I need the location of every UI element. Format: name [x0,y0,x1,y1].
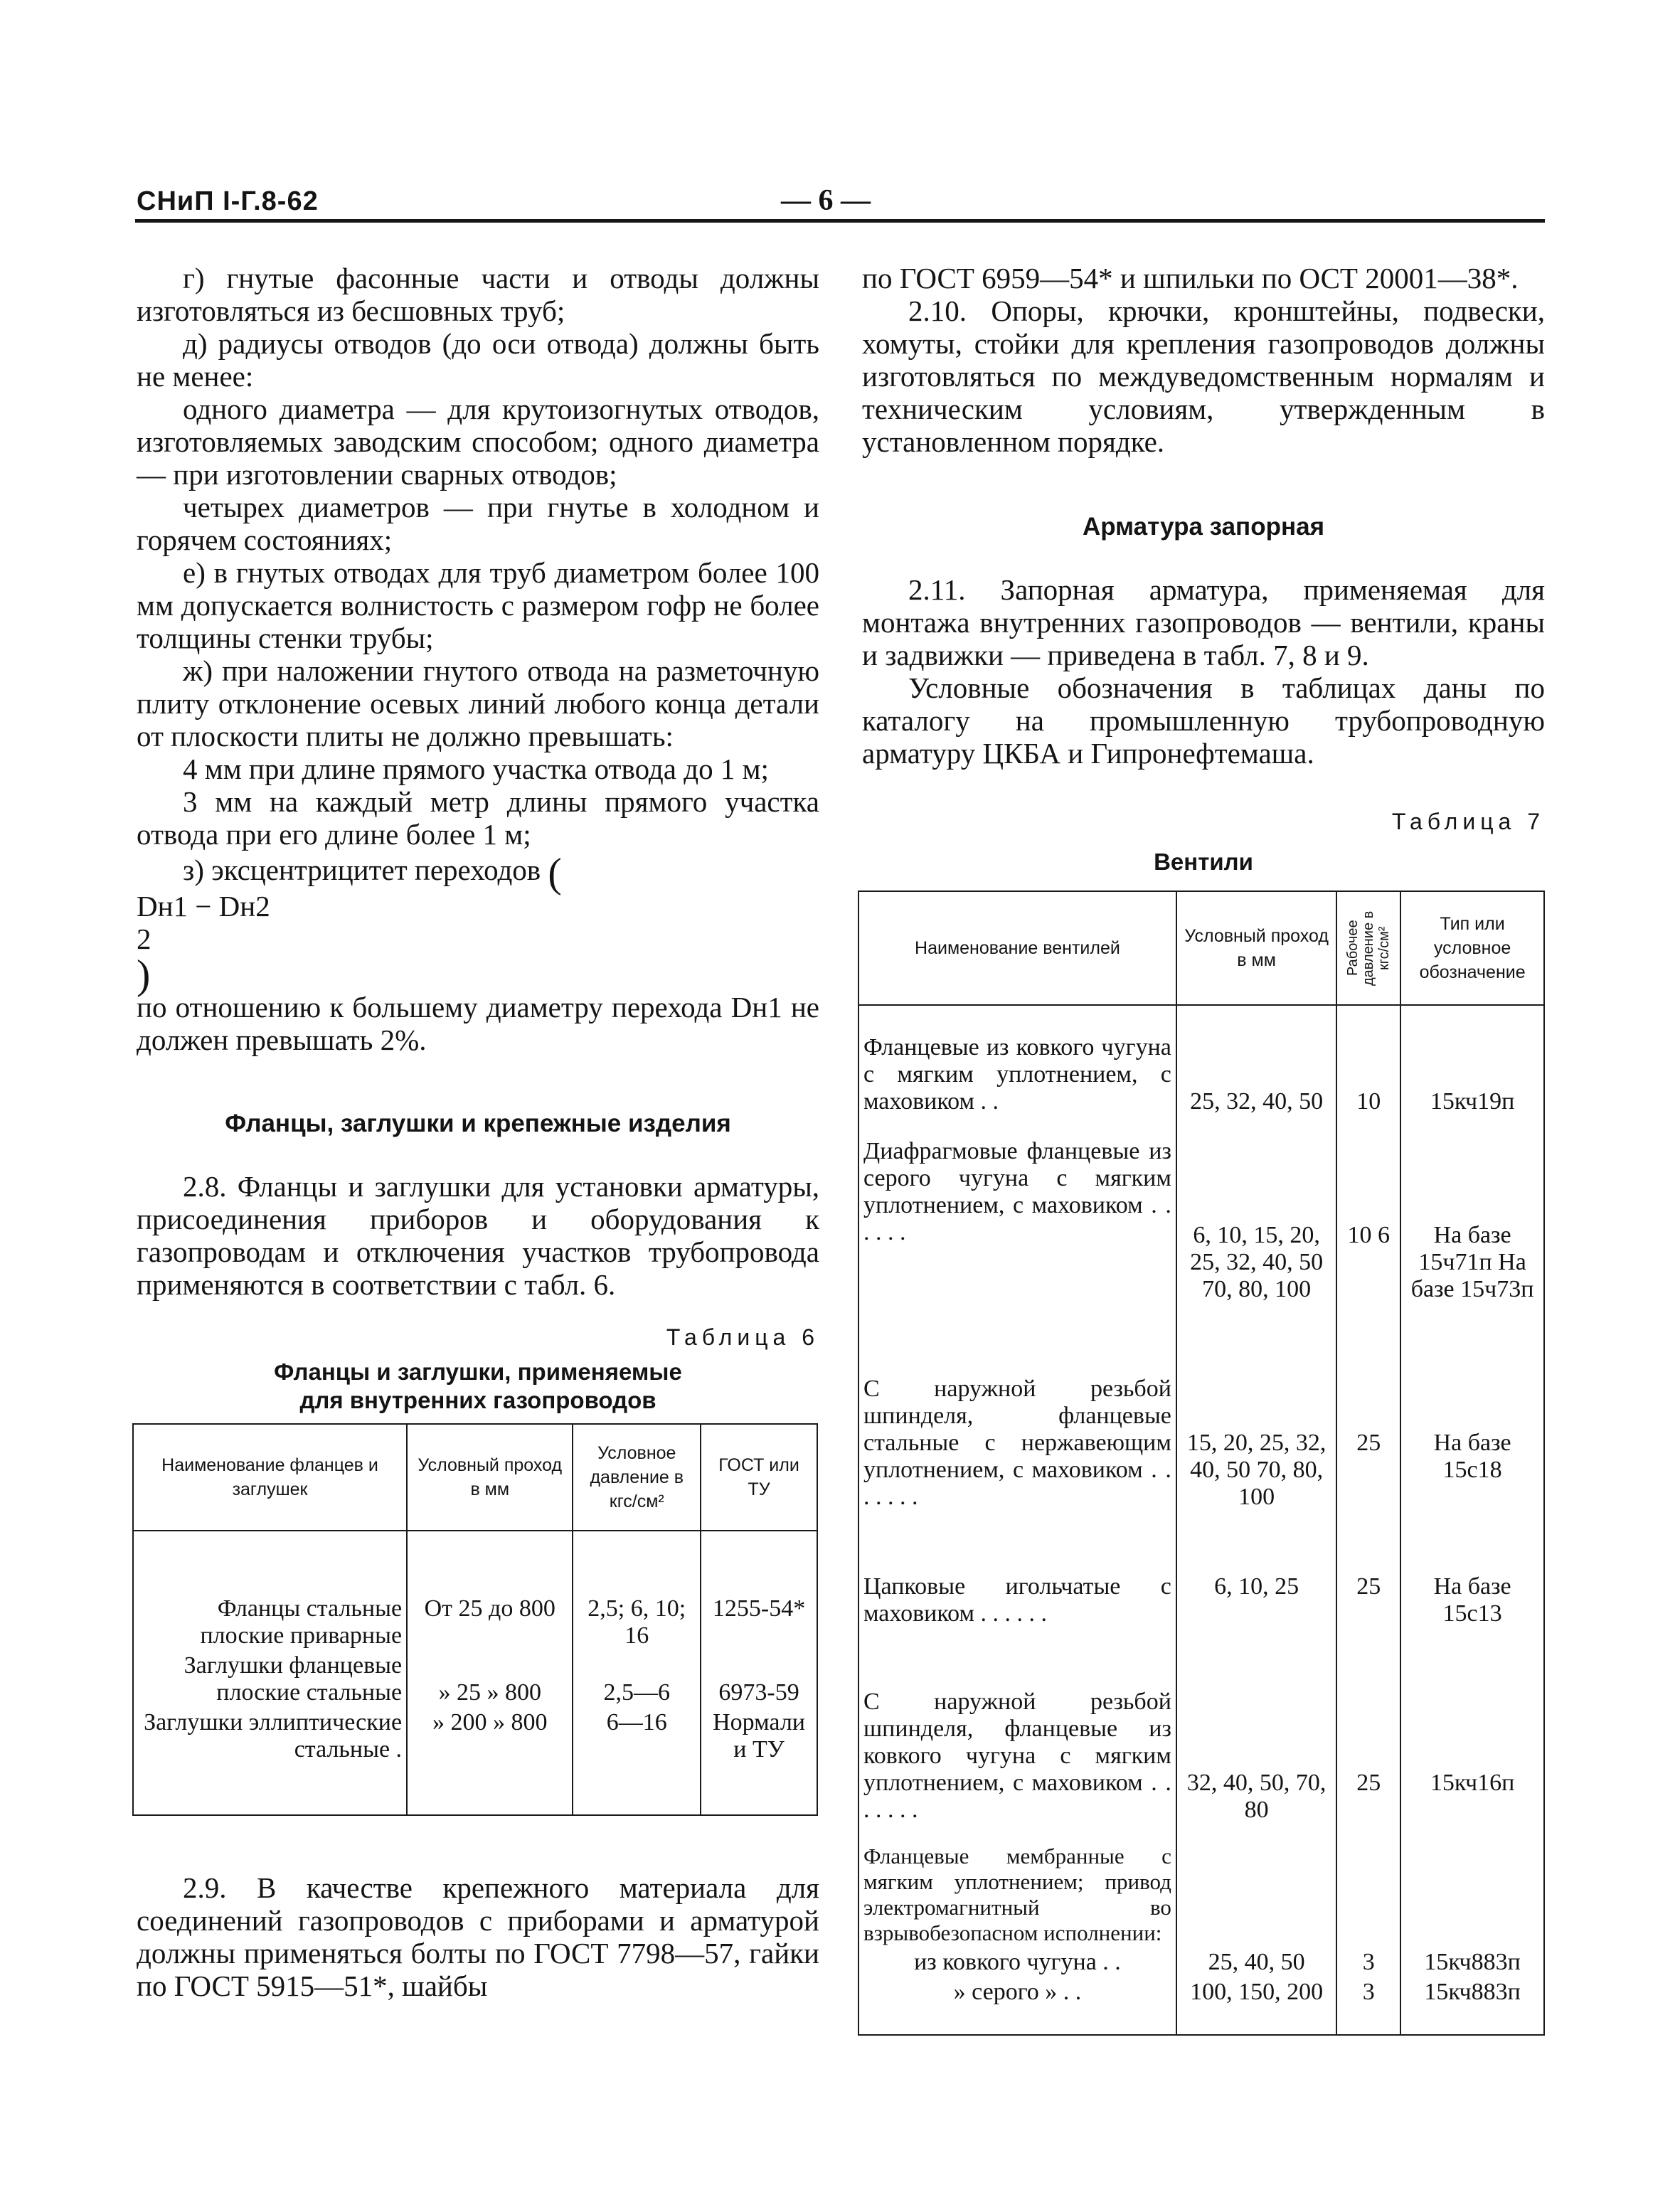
item-z: з) эксцентрицитет переходов ( [183,849,562,896]
table6-bottom-rule [132,1814,818,1816]
table-row [858,1304,1544,1512]
item-zh1: 4 мм при длине прямого участка отвода до 1 м; [183,753,769,785]
table7-cell: Диафрагмовые фланцевые из серого чугуна с мягким уплотнением, с маховиком . . . . . . [858,1117,1176,1304]
right-column [862,262,1545,2036]
fraction-numerator: Dн1 − Dн2 [137,889,270,923]
table6-title [137,1358,819,1415]
table6 [132,1423,818,1814]
table6-label: Таблица 6 [666,1324,819,1351]
table6-header-name: Наименование фланцев и заглушек [133,1424,407,1531]
section-title-valves: Арматура запорная [1082,513,1324,541]
left-column: г) гнутые фасонные части и отводы должны изготовляться из бесшовных труб; д) радиусы отводов (до оси отвода) должны быть не менее: одного диаметра — для крутоизогнутых отводов, изготовляемых заводским способом; одного диаметра — при изготовлении сварных отводов; четырех диаметров — при гнутье в холодном и горячем состояниях; е) в гнутых отводах для труб диаметром более 100 мм допускается волнистость с размером гофр не более толщины стенки трубы; ж) при наложении гнутого отвода на разметочную плиту отклонение осевых линий любого конца детали от плоскости плиты не должно превышать: 4 мм при длине прямого участка отвода до 1 м; 3 мм на каждый метр длины прямого участка отвода при его длине более 1 м; з) эксцентрицитет переходов ( Dн1 − Dн2 2 ) по отношению к большему диаметру перехода Dн1 не должен превышать 2%. Фланцы, заглушки и крепежные изделия 2.8. Фланцы и заглушки для установки арматуры, присоединения приборов и оборудования к газопроводам и отключения участков трубопровода применяются в соответствии с табл. 6. Таблица 6 Фланцы и заглушки, применяемые для внутренних газопроводов Наименование фланцев и заглушек Условный проход в мм Условное давление в кгс/см² ГОСТ или ТУ Фланцы стальные плоские приварные От 25 до 800 2,5; 6, 10; 16 1255-54* Заглушки фланцевые плоские стальные » 25 » 800 2,5—6 6973-59 Заглушки эллиптические стальные . » 200 » 800 6—16 Нормали и ТУ 2.9. В качестве крепежного материала для соединений газопроводов с приборами и арматурой должны применяться болты по ГОСТ 7798—57, гайки по ГОСТ 5915—51*, шайбы [137,262,819,2002]
table6-cell: Заглушки эллиптические стальные . [133,1708,407,1814]
table6-cell: 1255-54* [701,1531,817,1651]
table7-header-type: Тип или условное обозначение [1400,891,1544,1005]
item-zh2: 3 мм на каждый метр длины прямого участка отвода при его длине более 1 м; [137,785,819,851]
table-row [858,1117,1544,1304]
table7-cell: На базе 15с18 [1400,1304,1544,1512]
table7-cell: На базе 15с13 [1400,1512,1544,1629]
table7-cell: 10 [1336,1005,1400,1117]
table7-cell: 3 [1336,1947,1400,1977]
table7-header-name: Наименование вентилей [858,891,1176,1005]
table7 [858,891,1545,2034]
table7-cell: Фланцевые мембранные с мягким уплотнением; привод электромагнитный во взрывобезопасном исполнении: [858,1825,1176,1947]
table6-cell: 2,5; 6, 10; 16 [573,1531,701,1651]
table6-cell: 6973-59 [701,1651,817,1708]
table6-title-line2: для внутренних газопроводов [299,1387,656,1414]
table6-cell: Фланцы стальные плоские приварные [133,1531,407,1651]
item-d: д) радиусы отводов (до оси отвода) должны быть не менее: [137,327,819,393]
table6-cell: » 200 » 800 [407,1708,573,1814]
item-zh: ж) при наложении гнутого отвода на разметочную плиту отклонение осевых линий любого конца детали от плоскости плиты не должно превышать: [137,654,819,753]
table7-cell: Фланцевые из ковкого чугуна с мягким уплотнением, с маховиком . . [858,1005,1176,1117]
table7-header-pressure: Рабочее давление в кгс/см² [1336,891,1400,1005]
table7-cell: 25 [1336,1629,1400,1825]
table7-cell: 15кч16п [1400,1629,1544,1825]
table-row [858,1977,1544,2034]
fraction-denominator: 2 [137,922,151,955]
table7-label: Таблица 7 [1391,809,1545,834]
table7-title: Вентили [1154,849,1253,875]
table7-cell: На базе 15ч71п На базе 15ч73п [1400,1117,1544,1304]
item-z-tail: по отношению к большему диаметру перехода Dн1 не должен превышать 2%. [137,991,819,1057]
table7-cell: » серого » . . [858,1977,1176,2034]
table7-cell: 25, 40, 50 [1176,1947,1336,1977]
item-z-lead: з) эксцентрицитет переходов [183,854,541,886]
document-code: СНиП I-Г.8-62 [137,186,319,216]
paragraph-2-8: 2.8. Фланцы и заглушки для установки арматуры, присоединения приборов и оборудования к газопроводам и отключения участков трубопровода применяются в соответствии с табл. 6. [137,1170,819,1302]
header-rule [135,219,1545,223]
table-row [858,1947,1544,1977]
table-row [858,1005,1544,1117]
item-d2: четырех диаметров — при гнутье в холодном и горячем состояниях; [137,491,819,556]
table7-cell: 100, 150, 200 [1176,1977,1336,2034]
table7-cell [1400,1825,1544,1947]
table6-cell: 2,5—6 [573,1651,701,1708]
table7-cell: С наружной резьбой шпинделя, фланцевые из ковкого чугуна с мягким уплотнением, с маховиком . . . . . . . [858,1629,1176,1825]
table-row [133,1531,817,1651]
table6-header-passage: Условный проход в мм [407,1424,573,1531]
table7-cell [1336,1825,1400,1947]
table-row [133,1651,817,1708]
item-g: г) гнутые фасонные части и отводы должны изготовляться из бесшовных труб; [137,262,819,327]
table7-cell: 15кч19п [1400,1005,1544,1117]
table7-cell: 25 [1336,1304,1400,1512]
page-number: — 6 — [781,184,871,217]
paragraph-2-11: 2.11. Запорная арматура, применяемая для монтажа внутренних газопроводов — вентили, краны и задвижки — приведена в табл. 7, 8 и 9. [862,573,1545,671]
table-row [858,1512,1544,1629]
table7-bottom-rule [858,2034,1545,2036]
table7-cell: 10 6 [1336,1117,1400,1304]
table-row [858,1629,1544,1825]
table6-cell: Заглушки фланцевые плоские стальные [133,1651,407,1708]
table6-header-pressure: Условное давление в кгс/см² [573,1424,701,1531]
table7-cell: 25 [1336,1512,1400,1629]
paragraph-2-10: 2.10. Опоры, крючки, кронштейны, подвески, хомуты, стойки для крепления газопроводов должны изготовляться по междуведомственным нормалям и техническим условиям, утвержденным в установленном порядке. [862,294,1545,458]
table6-cell: » 25 » 800 [407,1651,573,1708]
table6-cell: От 25 до 800 [407,1531,573,1651]
table7-cell: 15кч883п [1400,1947,1544,1977]
table7-cell: 6, 10, 15, 20, 25, 32, 40, 50 70, 80, 100 [1176,1117,1336,1304]
table6-title-line1: Фланцы и заглушки, применяемые [274,1359,682,1386]
table7-header-passage: Условный проход в мм [1176,891,1336,1005]
table7-cell: 25, 32, 40, 50 [1176,1005,1336,1117]
item-d1: одного диаметра — для крутоизогнутых отводов, изготовляемых заводским способом; одного диаметра — при изготовлении сварных отводов; [137,393,819,491]
table7-cell: 15кч883п [1400,1977,1544,2034]
table7-cell: 32, 40, 50, 70, 80 [1176,1629,1336,1825]
paragraph-2-9-continued: по ГОСТ 6959—54* и шпильки по ОСТ 20001—38*. [862,262,1519,294]
table7-cell: 15, 20, 25, 32, 40, 50 70, 80, 100 [1176,1304,1336,1512]
table7-cell: 3 [1336,1977,1400,2034]
table6-header-gost: ГОСТ или ТУ [701,1424,817,1531]
paragraph-2-9: 2.9. В качестве крепежного материала для соединений газопроводов с приборами и арматурой должны применяться болты по ГОСТ 7798—57, гайки по ГОСТ 5915—51*, шайбы [137,1871,819,2003]
table-row [133,1708,817,1814]
table7-cell: 6, 10, 25 [1176,1512,1336,1629]
paragraph-2-11-notation: Условные обозначения в таблицах даны по каталогу на промышленную трубопроводную арматуру ЦКБА и Гипронефтемаша. [862,671,1545,770]
table-row [858,1825,1544,1947]
table7-cell [1176,1825,1336,1947]
table6-cell: Нормали и ТУ [701,1708,817,1814]
table7-cell: С наружной резьбой шпинделя, фланцевые стальные с нержавеющим уплотнением, с маховиком . . . . . . . [858,1304,1176,1512]
table7-cell: Цапковые игольчатые с маховиком . . . . . . [858,1512,1176,1629]
table6-cell: 6—16 [573,1708,701,1814]
table7-cell: из ковкого чугуна . . [858,1947,1176,1977]
item-e: е) в гнутых отводах для труб диаметром более 100 мм допускается волнистость с размером гофр не более толщины стенки трубы; [137,556,819,654]
section-title-flanges: Фланцы, заглушки и крепежные изделия [225,1110,731,1138]
